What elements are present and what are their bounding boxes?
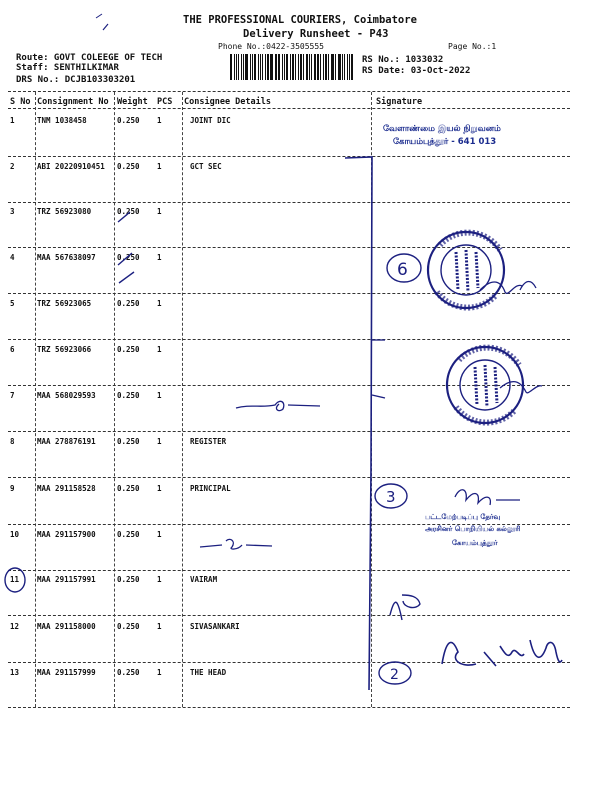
row-consignment-no: MAA 291157999 — [37, 668, 96, 677]
row-sno: 10 — [10, 530, 20, 539]
row-sno: 1 — [10, 116, 15, 125]
circled-row-11 — [5, 568, 25, 592]
runsheet-subtitle: Delivery Runsheet - P43 — [243, 28, 389, 40]
circled-mark-2 — [379, 662, 411, 684]
row-consignee: PRINCIPAL — [190, 484, 231, 493]
row-sno: 2 — [10, 162, 15, 171]
row-consignee: VAIRAM — [190, 575, 218, 584]
row-consignee: JOINT DIC — [190, 116, 231, 125]
row-pcs: 1 — [157, 253, 162, 262]
row-consignee: SIVASANKARI — [190, 622, 240, 631]
row-pcs: 1 — [157, 530, 162, 539]
row-pcs: 1 — [157, 116, 162, 125]
tick-mark-row4b — [119, 272, 134, 283]
row-consignee: REGISTER — [190, 437, 227, 446]
row-pcs: 1 — [157, 668, 162, 677]
row-weight: 0.250 — [117, 484, 140, 493]
svg-text:2: 2 — [390, 667, 399, 683]
institute-stamp-line2: கோயம்புத்தூர் - 641 013 — [393, 137, 497, 147]
circled-mark-6 — [387, 254, 421, 282]
row-consignee: THE HEAD — [190, 668, 227, 677]
row-sno: 4 — [10, 253, 15, 262]
phone-number: Phone No.:0422-3505555 — [218, 42, 324, 51]
row-pcs: 1 — [157, 162, 162, 171]
rs-number: RS No.: 1033032 — [362, 55, 444, 65]
row-pcs: 1 — [157, 484, 162, 493]
col-header-sno: S No — [10, 97, 31, 107]
row-consignment-no: MAA 291157900 — [37, 530, 96, 539]
col-header-pcs: PCS — [157, 97, 173, 107]
row-consignment-no: TRZ 56923080 — [37, 207, 92, 216]
row-sno: 3 — [10, 207, 15, 216]
drs-number: DRS No.: DCJB103303201 — [16, 75, 136, 85]
col-header-weight: Weight — [117, 97, 148, 107]
row-sno: 6 — [10, 345, 15, 354]
institute-stamp-line1: வேளாண்மை இயல் நிறுவனம் — [383, 124, 501, 134]
row-weight: 0.250 — [117, 162, 140, 171]
row-pcs: 1 — [157, 391, 162, 400]
row-sno: 8 — [10, 437, 15, 446]
row-weight: 0.250 — [117, 253, 140, 262]
row9-signature — [455, 490, 520, 505]
row11-initials — [390, 595, 420, 620]
rs-date: RS Date: 03-Oct-2022 — [362, 66, 471, 76]
row-consignment-no: MAA 291158528 — [37, 484, 96, 493]
courier-title: THE PROFESSIONAL COURIERS, Coimbatore — [183, 14, 417, 26]
circled-mark-3 — [375, 484, 407, 508]
row-pcs: 1 — [157, 437, 162, 446]
row-weight: 0.250 — [117, 207, 140, 216]
row-sno: 11 — [10, 575, 20, 584]
page-number: Page No.:1 — [448, 42, 497, 51]
row-weight: 0.250 — [117, 345, 140, 354]
row13-signature — [442, 640, 562, 666]
row-sno: 9 — [10, 484, 15, 493]
college-stamp-line1: பட்டமேற்படிப்பு தேர்வு — [425, 513, 501, 521]
seal-signature-upper — [480, 282, 536, 294]
row-weight: 0.250 — [117, 437, 140, 446]
row-consignment-no: ABI 20220910451 — [37, 162, 105, 171]
col-header-signature: Signature — [376, 97, 423, 107]
row-weight: 0.250 — [117, 622, 140, 631]
row-sno: 13 — [10, 668, 20, 677]
row-consignment-no: MAA 567638097 — [37, 253, 96, 262]
row-weight: 0.250 — [117, 391, 140, 400]
row-pcs: 1 — [157, 622, 162, 631]
college-stamp-line2: அரசினர் பொறியியல் கல்லூரி — [425, 525, 521, 533]
row-sno: 5 — [10, 299, 15, 308]
route-label: Route: GOVT COLEEGE OF TECH — [16, 53, 163, 63]
row-consignment-no: TRZ 56923066 — [37, 345, 92, 354]
col-header-consignment: Consignment No — [37, 97, 109, 107]
row-consignment-no: MAA 278876191 — [37, 437, 96, 446]
row-consignment-no: TRZ 56923065 — [37, 299, 92, 308]
row-sno: 12 — [10, 622, 20, 631]
staff-label: Staff: SENTHILKIMAR — [16, 63, 119, 73]
svg-text:3: 3 — [386, 488, 396, 506]
college-stamp-line3: கோயம்புத்தூர் — [452, 539, 498, 547]
row-consignee: GCT SEC — [190, 162, 222, 171]
seal-signature-lower — [500, 382, 542, 393]
row-pcs: 1 — [157, 575, 162, 584]
principal-seal-upper — [428, 232, 504, 308]
tick-mark-row3 — [118, 212, 130, 222]
row10-scribble — [200, 539, 272, 549]
row-weight: 0.250 — [117, 575, 140, 584]
row-consignment-no: TNM 1038458 — [37, 116, 87, 125]
row-weight: 0.250 — [117, 116, 140, 125]
row-pcs: 1 — [157, 345, 162, 354]
row-consignment-no: MAA 291158000 — [37, 622, 96, 631]
row-weight: 0.250 — [117, 299, 140, 308]
tick-mark-row4 — [118, 253, 132, 265]
row-pcs: 1 — [157, 207, 162, 216]
row-weight: 0.250 — [117, 668, 140, 677]
row7-scribble — [236, 401, 320, 410]
principal-seal-lower — [447, 347, 523, 423]
bracket-line — [345, 157, 372, 690]
row-consignment-no: MAA 291157991 — [37, 575, 96, 584]
row-sno: 7 — [10, 391, 15, 400]
col-header-consignee: Consignee Details — [184, 97, 271, 107]
svg-text:6: 6 — [397, 260, 408, 280]
row-pcs: 1 — [157, 299, 162, 308]
row-weight: 0.250 — [117, 530, 140, 539]
row-consignment-no: MAA 568029593 — [37, 391, 96, 400]
